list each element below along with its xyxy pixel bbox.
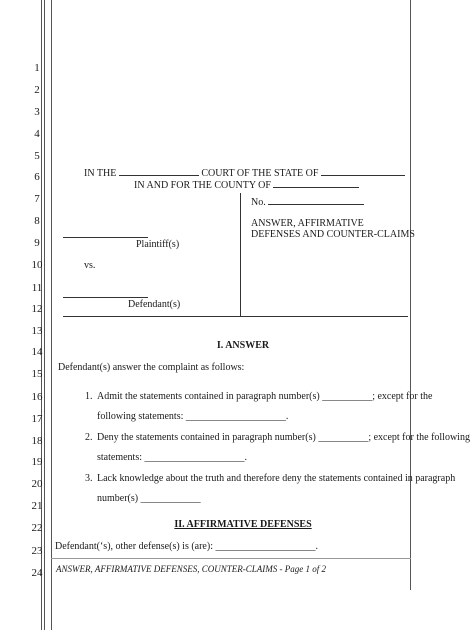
- case-number-label: No.: [251, 197, 266, 208]
- line-number: 4: [34, 128, 40, 140]
- left-margin-rule: [44, 0, 45, 630]
- county-line-label: IN AND FOR THE COUNTY OF: [134, 180, 271, 191]
- caption-bottom-rule: [63, 316, 408, 317]
- left-margin-rule: [51, 0, 52, 630]
- county-line: [134, 180, 359, 192]
- plaintiff-blank: [63, 237, 148, 238]
- page-footer: [56, 563, 326, 575]
- line-number: 3: [34, 106, 40, 118]
- line-number: 23: [31, 545, 43, 557]
- footer-title: ANSWER, AFFIRMATIVE DEFENSES, COUNTER-CLAIMS - Page: [56, 564, 306, 574]
- item-text: Deny the statements contained in paragraph number(s) __________; except for the following: [97, 432, 470, 443]
- court-line: [84, 168, 405, 180]
- item-number: 3.: [85, 473, 93, 484]
- item-text: Admit the statements contained in paragraph number(s) __________; except for the: [97, 391, 433, 402]
- line-number: 10: [31, 259, 43, 271]
- line-number: 20: [31, 478, 43, 490]
- line-number: 15: [31, 368, 43, 380]
- item-text-continued: following statements: ____________________.: [97, 411, 289, 422]
- answer-intro: Defendant(s) answer the complaint as follows:: [58, 362, 245, 373]
- county-name-blank: [273, 187, 359, 188]
- document-title-line1: ANSWER, AFFIRMATIVE: [251, 218, 364, 229]
- line-number: 21: [31, 500, 43, 512]
- item-text: Lack knowledge about the truth and therefore deny the statements contained in paragraph: [97, 473, 456, 484]
- line-number: 22: [31, 522, 43, 534]
- item-number: 2.: [85, 432, 93, 443]
- defendant-label: Defendant(s): [128, 299, 181, 310]
- court-line-middle: COURT OF THE STATE OF: [201, 168, 319, 179]
- defendant-blank: [63, 297, 148, 298]
- line-number: 1: [34, 62, 40, 74]
- line-number: 17: [31, 413, 43, 425]
- line-number: 5: [34, 150, 40, 162]
- footer-rule: [51, 558, 411, 559]
- item-number: 1.: [85, 391, 93, 402]
- line-number: 18: [31, 435, 43, 447]
- case-number-blank: [268, 204, 364, 205]
- affirmative-defenses-line: Defendant(‘s), other defense(s) is (are): ____________________.: [55, 541, 318, 552]
- line-number: 7: [34, 193, 40, 205]
- document-title-line2: DEFENSES AND COUNTER-CLAIMS: [251, 229, 415, 240]
- line-number: 2: [34, 84, 40, 96]
- footer-of: of: [309, 564, 322, 574]
- section-heading-affirmative-defenses: II. AFFIRMATIVE DEFENSES: [174, 519, 312, 530]
- case-number: [251, 197, 364, 209]
- court-name-blank: [119, 175, 199, 176]
- line-number: 9: [34, 237, 40, 249]
- plaintiff-label: Plaintiff(s): [136, 239, 180, 250]
- line-number: 14: [31, 346, 43, 358]
- section-heading-answer: I. ANSWER: [216, 340, 270, 351]
- line-number: 6: [34, 171, 40, 183]
- vs-label: vs.: [84, 260, 96, 271]
- line-number: 19: [31, 456, 43, 468]
- court-line-prefix: IN THE: [84, 168, 117, 179]
- line-number: 12: [31, 303, 43, 315]
- item-text-continued: number(s) ____________: [97, 493, 201, 504]
- caption-divider: [240, 193, 241, 317]
- footer-page-number: 1: [305, 564, 310, 574]
- line-number: 11: [31, 282, 43, 294]
- right-margin-rule: [410, 0, 411, 590]
- line-number: 16: [31, 391, 43, 403]
- footer-page-total: 2: [321, 564, 326, 574]
- state-name-blank: [321, 175, 405, 176]
- line-number: 13: [31, 325, 43, 337]
- line-number: 24: [31, 567, 43, 579]
- item-text-continued: statements: ____________________.: [97, 452, 247, 463]
- line-number: 8: [34, 215, 40, 227]
